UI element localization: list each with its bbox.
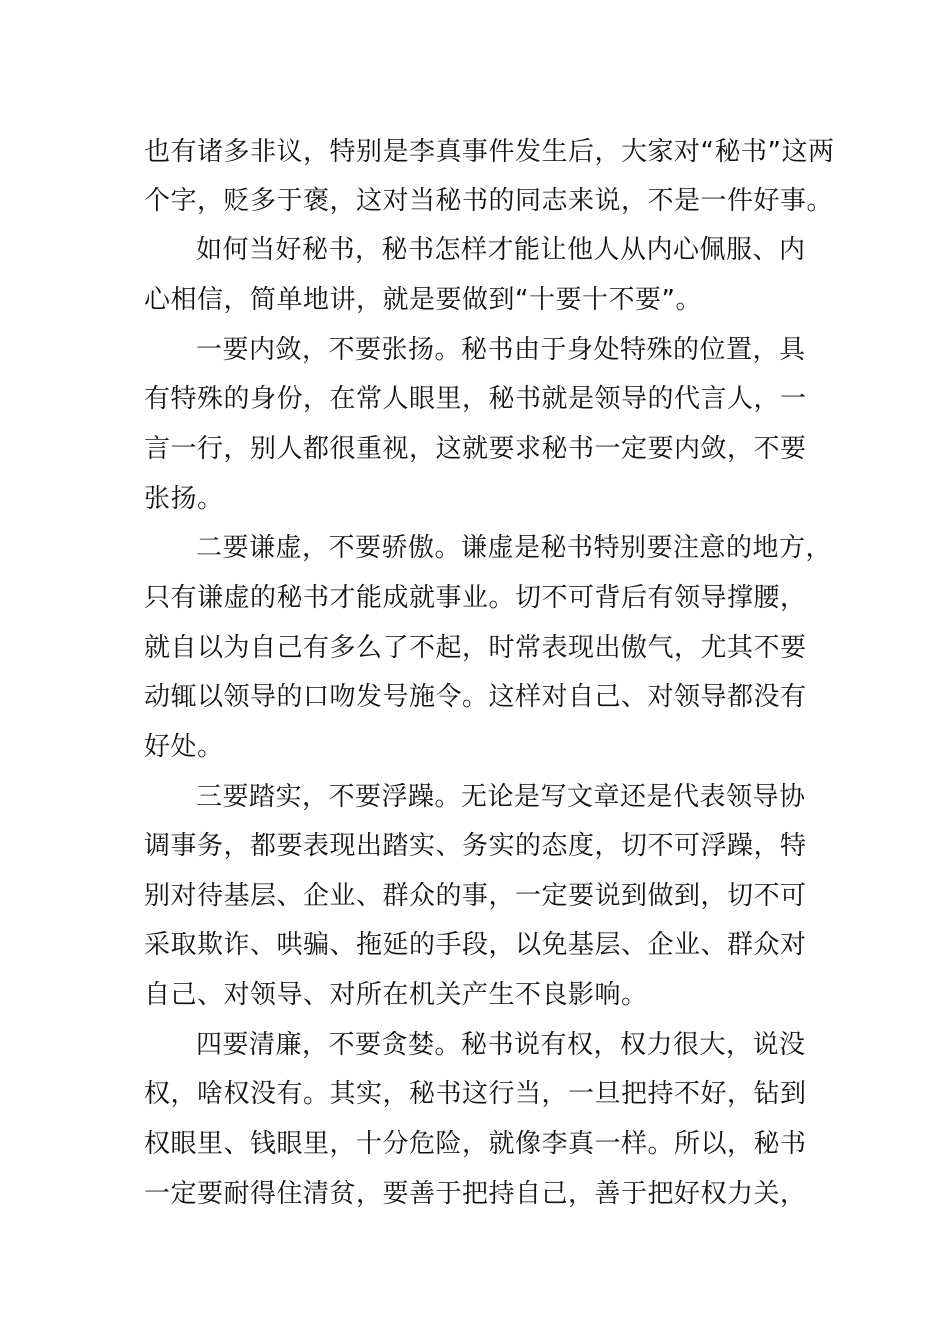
paragraph-first-line: 三要踏实，不要浮躁。无论是写文章还是代表领导协: [196, 782, 806, 812]
paragraph-first-line: 二要谦虚，不要骄傲。谦虚是秘书特别要注意的地方，: [196, 533, 833, 563]
text-line: 言一行，别人都很重视，这就要求秘书一定要内敛，不要: [144, 434, 807, 464]
text-line: 也有诸多非议，特别是李真事件发生后，大家对“秘书”这两: [144, 137, 835, 167]
text-line: 别对待基层、企业、群众的事，一定要说到做到，切不可: [144, 881, 807, 911]
text-line: 权，啥权没有。其实，秘书这行当，一旦把持不好，钻到: [144, 1079, 807, 1109]
text-line: 自己、对领导、对所在机关产生不良影响。: [144, 980, 648, 1010]
text-line: 权眼里、钱眼里，十分危险，就像李真一样。所以，秘书: [144, 1129, 807, 1159]
text-line: 张扬。: [144, 484, 224, 514]
text-line: 个字，贬多于褒，这对当秘书的同志来说，不是一件好事。: [144, 186, 834, 216]
text-line: 调事务，都要表现出踏实、务实的态度，切不可浮躁，特: [144, 831, 807, 861]
text-line: 动辄以领导的口吻发号施令。这样对自己、对领导都没有: [144, 682, 807, 712]
text-line: 一定要耐得住清贫，要善于把持自己，善于把好权力关，: [144, 1179, 807, 1209]
paragraph-first-line: 四要清廉，不要贪婪。秘书说有权，权力很大，说没: [196, 1030, 806, 1060]
paragraph-first-line: 一要内敛，不要张扬。秘书由于身处特殊的位置，具: [196, 335, 806, 365]
text-line: 心相信，简单地讲，就是要做到“十要十不要”。: [144, 285, 702, 315]
text-line: 就自以为自己有多么了不起，时常表现出傲气，尤其不要: [144, 633, 807, 663]
text-line: 有特殊的身份，在常人眼里，秘书就是领导的代言人，一: [144, 384, 807, 414]
text-line: 采取欺诈、哄骗、拖延的手段，以免基层、企业、群众对: [144, 930, 807, 960]
paragraph-first-line: 如何当好秘书，秘书怎样才能让他人从内心佩服、内: [196, 235, 806, 265]
text-line: 好处。: [144, 732, 224, 762]
text-line: 只有谦虚的秘书才能成就事业。切不可背后有领导撑腰，: [144, 583, 807, 613]
